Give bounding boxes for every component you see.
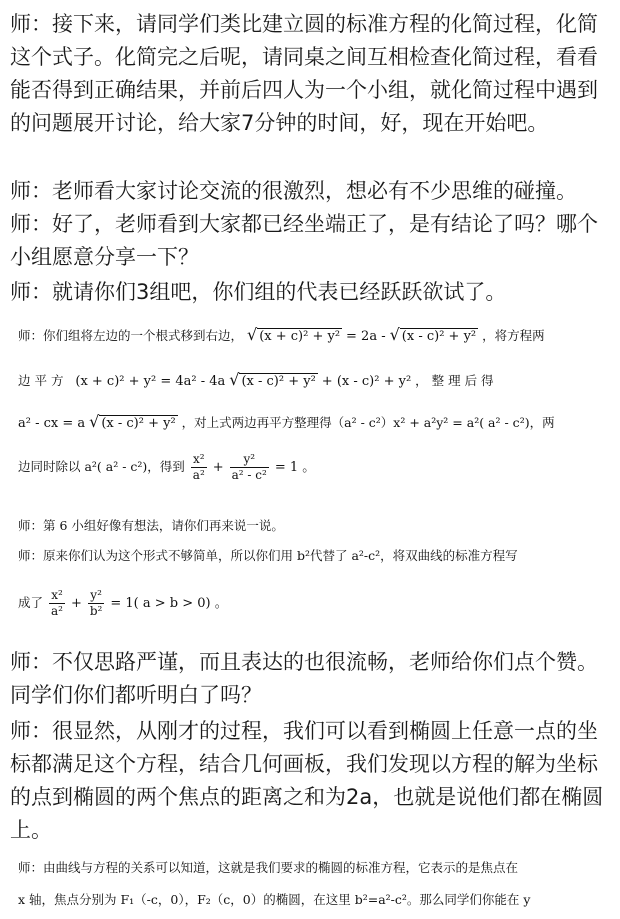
small-line-3	[18, 588, 614, 619]
small-line-2: 师：原来你们认为这个形式不够简单，所以你们用 b²代替了 a²-c²，将双曲线的标准方程写	[18, 548, 518, 563]
numerator: y²	[88, 588, 105, 604]
paragraph-3: 师：好了，老师看到大家都已经坐端正了，是有结论了吗？哪个小组愿意分享一下？	[10, 212, 598, 269]
radical-sign: √	[247, 325, 258, 344]
denominator: b²	[89, 604, 103, 618]
fraction-y-over-b	[88, 588, 105, 619]
derivation-line-3	[18, 412, 614, 431]
equation-part: (x + c)² + y² = 4a² - 4a	[75, 374, 226, 389]
derivation-text: 边 平 方	[18, 373, 64, 388]
equation-part: = 1 。	[274, 460, 316, 475]
paragraph-1: 师：接下来，请同学们类比建立圆的标准方程的化简过程，化简这个式子。化简完之后呢，请同桌之间互相检查化简过程，看看能否得到正确结果，并前后四人为一个小组，就化简过程中遇到的问题展开讨论，给大家7分钟的时间，好，现在开始吧。	[10, 12, 598, 135]
denominator: a²	[51, 604, 63, 618]
radicand: (x - c)² + y²	[241, 374, 316, 389]
derivation-text: ， 整 理 后 得	[415, 373, 494, 388]
fraction-y-over-ac	[230, 452, 269, 483]
paragraph-6: 师：很显然，从刚才的过程，我们可以看到椭圆上任意一点的坐标都满足这个方程，结合几何画板，我们发现以方程的解为坐标的点到椭圆的两个焦点的距离之和为2a，也就是说他们都在椭圆上。	[10, 719, 604, 842]
plus-sign: +	[212, 460, 224, 475]
fraction-x-over-a	[49, 588, 65, 619]
plus-sign: +	[70, 596, 82, 611]
paragraph-4: 师：就请你们3组吧，你们组的代表已经跃跃欲试了。	[10, 280, 507, 304]
derivation-text: ，将方程两	[482, 328, 545, 343]
fraction-x-over-a	[191, 452, 207, 483]
derivation-text: 成了	[18, 595, 44, 610]
equation-part: = 1( a > b > 0) 。	[110, 596, 228, 611]
numerator: x²	[191, 452, 207, 468]
paragraph-5: 师：不仅思路严谨，而且表达的也很流畅，老师给你们点个赞。同学们你们都听明白了吗？	[10, 650, 598, 707]
small-line-1: 师：第 6 小组好像有想法，请你们再来说一说。	[18, 518, 284, 533]
paragraph-2: 师：老师看大家讨论交流的很激烈，想必有不少思维的碰撞。	[10, 179, 577, 203]
derivation-line-2	[18, 370, 614, 389]
equation-part: = 2a -	[346, 329, 386, 344]
denominator: a²	[192, 468, 205, 482]
numerator: y²	[230, 452, 269, 468]
radicand: (x - c)² + y²	[101, 416, 176, 431]
radicand: (x + c)² + y²	[259, 329, 341, 344]
small-line-5: x 轴，焦点分别为 F₁（-c，0），F₂（c，0）的椭圆，在这里 b²=a²-c²。那么同学们你能在 y	[18, 892, 531, 907]
radical-sign: √	[389, 325, 400, 344]
equation-part: a² - cx = a	[18, 416, 86, 431]
derivation-text: 边同时除以 a²( a² - c²)，得到	[18, 459, 185, 474]
derivation-line-1	[18, 325, 614, 344]
denominator: a² - c²	[231, 468, 267, 482]
equation-part: + (x - c)² + y²	[321, 374, 412, 389]
numerator: x²	[49, 588, 65, 604]
radicand: (x - c)² + y²	[401, 329, 477, 344]
derivation-text: 师：你们组将左边的一个根式移到右边，	[18, 328, 244, 343]
derivation-text: ，对上式两边再平方整理得（a² - c²）x² + a²y² = a²( a² - c²)，两	[181, 415, 555, 430]
small-line-4: 师：由曲线与方程的关系可以知道，这就是我们要求的椭圆的标准方程，它表示的是焦点在	[18, 860, 519, 875]
radical-sign: √	[89, 412, 100, 431]
derivation-line-4	[18, 452, 614, 483]
radical-sign: √	[229, 370, 240, 389]
